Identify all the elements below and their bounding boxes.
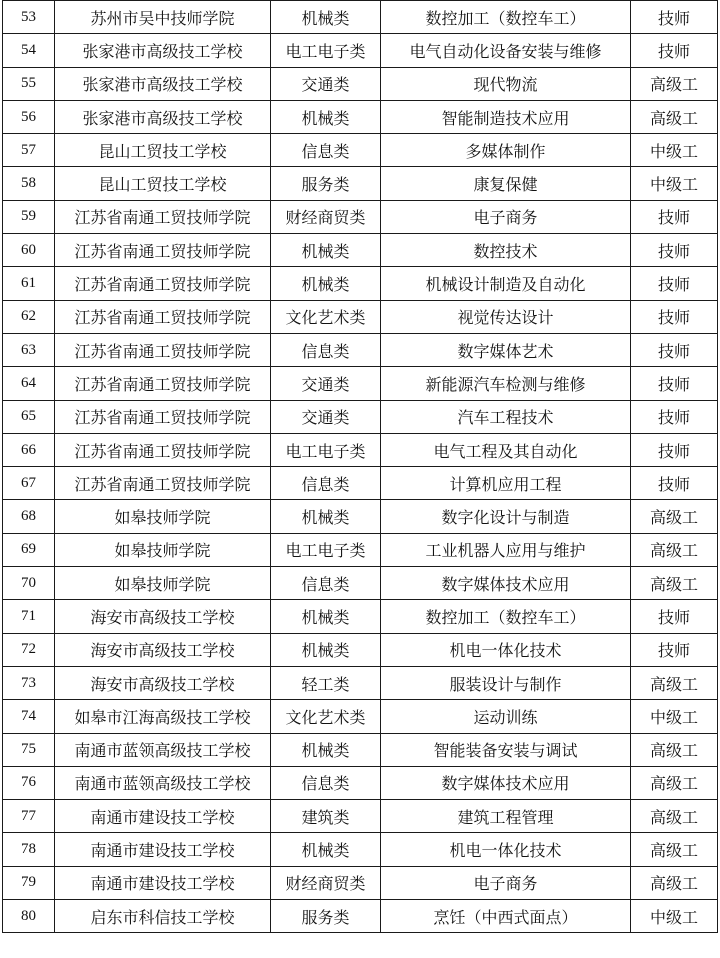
school-name-cell: 南通市蓝领高级技工学校 (55, 733, 271, 766)
category-cell: 机械类 (271, 234, 381, 267)
school-name-cell: 南通市蓝领高级技工学校 (55, 766, 271, 799)
table-row (3, 900, 718, 933)
row-number-cell: 79 (3, 866, 55, 899)
level-cell: 高级工 (631, 733, 718, 766)
school-name-cell: 江苏省南通工贸技师学院 (55, 400, 271, 433)
row-number-cell: 76 (3, 766, 55, 799)
school-name-cell: 启东市科信技工学校 (55, 900, 271, 933)
level-cell: 技师 (631, 300, 718, 333)
table-row (3, 833, 718, 866)
table-row (3, 666, 718, 699)
school-major-table (2, 0, 718, 933)
school-name-cell: 南通市建设技工学校 (55, 833, 271, 866)
level-cell: 技师 (631, 633, 718, 666)
table-row (3, 300, 718, 333)
row-number-cell: 56 (3, 100, 55, 133)
major-cell: 康复保健 (381, 167, 631, 200)
table-row (3, 100, 718, 133)
major-cell: 工业机器人应用与维护 (381, 533, 631, 566)
table-row (3, 533, 718, 566)
level-cell: 技师 (631, 600, 718, 633)
school-name-cell: 江苏省南通工贸技师学院 (55, 300, 271, 333)
row-number-cell: 55 (3, 67, 55, 100)
school-name-cell: 江苏省南通工贸技师学院 (55, 467, 271, 500)
row-number-cell: 63 (3, 333, 55, 366)
row-number-cell: 75 (3, 733, 55, 766)
category-cell: 轻工类 (271, 666, 381, 699)
school-major-table-sheet (2, 0, 717, 933)
category-cell: 信息类 (271, 467, 381, 500)
school-name-cell: 海安市高级技工学校 (55, 666, 271, 699)
level-cell: 中级工 (631, 700, 718, 733)
row-number-cell: 72 (3, 633, 55, 666)
major-cell: 烹饪（中西式面点） (381, 900, 631, 933)
level-cell: 技师 (631, 234, 718, 267)
category-cell: 机械类 (271, 1, 381, 34)
level-cell: 技师 (631, 333, 718, 366)
major-cell: 机电一体化技术 (381, 633, 631, 666)
school-name-cell: 如皋技师学院 (55, 500, 271, 533)
row-number-cell: 66 (3, 433, 55, 466)
major-cell: 服装设计与制作 (381, 666, 631, 699)
category-cell: 机械类 (271, 500, 381, 533)
level-cell: 技师 (631, 200, 718, 233)
level-cell: 高级工 (631, 833, 718, 866)
row-number-cell: 57 (3, 134, 55, 167)
category-cell: 建筑类 (271, 800, 381, 833)
row-number-cell: 64 (3, 367, 55, 400)
category-cell: 文化艺术类 (271, 300, 381, 333)
major-cell: 电子商务 (381, 200, 631, 233)
level-cell: 高级工 (631, 800, 718, 833)
school-name-cell: 南通市建设技工学校 (55, 800, 271, 833)
school-name-cell: 南通市建设技工学校 (55, 866, 271, 899)
level-cell: 中级工 (631, 167, 718, 200)
school-name-cell: 江苏省南通工贸技师学院 (55, 367, 271, 400)
row-number-cell: 60 (3, 234, 55, 267)
table-row (3, 134, 718, 167)
level-cell: 中级工 (631, 134, 718, 167)
category-cell: 电工电子类 (271, 34, 381, 67)
table-row (3, 400, 718, 433)
major-cell: 机械设计制造及自动化 (381, 267, 631, 300)
category-cell: 机械类 (271, 600, 381, 633)
row-number-cell: 74 (3, 700, 55, 733)
table-row (3, 200, 718, 233)
category-cell: 交通类 (271, 367, 381, 400)
major-cell: 数控加工（数控车工） (381, 600, 631, 633)
level-cell: 高级工 (631, 500, 718, 533)
school-name-cell: 张家港市高级技工学校 (55, 34, 271, 67)
table-row (3, 234, 718, 267)
major-cell: 数字化设计与制造 (381, 500, 631, 533)
row-number-cell: 73 (3, 666, 55, 699)
major-cell: 现代物流 (381, 67, 631, 100)
row-number-cell: 54 (3, 34, 55, 67)
category-cell: 信息类 (271, 567, 381, 600)
level-cell: 高级工 (631, 567, 718, 600)
table-row (3, 267, 718, 300)
school-name-cell: 如皋技师学院 (55, 567, 271, 600)
level-cell: 技师 (631, 467, 718, 500)
table-row (3, 34, 718, 67)
school-name-cell: 昆山工贸技工学校 (55, 134, 271, 167)
table-row (3, 567, 718, 600)
table-row (3, 600, 718, 633)
category-cell: 文化艺术类 (271, 700, 381, 733)
school-name-cell: 江苏省南通工贸技师学院 (55, 234, 271, 267)
row-number-cell: 59 (3, 200, 55, 233)
category-cell: 机械类 (271, 733, 381, 766)
school-name-cell: 张家港市高级技工学校 (55, 67, 271, 100)
table-row (3, 500, 718, 533)
category-cell: 机械类 (271, 633, 381, 666)
table-row (3, 433, 718, 466)
level-cell: 中级工 (631, 900, 718, 933)
major-cell: 智能装备安装与调试 (381, 733, 631, 766)
level-cell: 高级工 (631, 533, 718, 566)
row-number-cell: 71 (3, 600, 55, 633)
major-cell: 数控技术 (381, 234, 631, 267)
school-name-cell: 江苏省南通工贸技师学院 (55, 200, 271, 233)
major-cell: 运动训练 (381, 700, 631, 733)
table-row (3, 700, 718, 733)
row-number-cell: 68 (3, 500, 55, 533)
level-cell: 高级工 (631, 766, 718, 799)
row-number-cell: 53 (3, 1, 55, 34)
major-cell: 电气工程及其自动化 (381, 433, 631, 466)
level-cell: 技师 (631, 433, 718, 466)
school-name-cell: 昆山工贸技工学校 (55, 167, 271, 200)
category-cell: 信息类 (271, 766, 381, 799)
table-row (3, 766, 718, 799)
major-cell: 汽车工程技术 (381, 400, 631, 433)
table-row (3, 467, 718, 500)
table-body (3, 1, 718, 933)
category-cell: 机械类 (271, 267, 381, 300)
major-cell: 智能制造技术应用 (381, 100, 631, 133)
table-row (3, 367, 718, 400)
level-cell: 技师 (631, 1, 718, 34)
major-cell: 新能源汽车检测与维修 (381, 367, 631, 400)
category-cell: 财经商贸类 (271, 866, 381, 899)
category-cell: 服务类 (271, 900, 381, 933)
school-name-cell: 如皋市江海高级技工学校 (55, 700, 271, 733)
table-row (3, 167, 718, 200)
major-cell: 数字媒体艺术 (381, 333, 631, 366)
school-name-cell: 苏州市吴中技师学院 (55, 1, 271, 34)
school-name-cell: 江苏省南通工贸技师学院 (55, 333, 271, 366)
school-name-cell: 海安市高级技工学校 (55, 600, 271, 633)
category-cell: 交通类 (271, 400, 381, 433)
table-row (3, 67, 718, 100)
category-cell: 机械类 (271, 833, 381, 866)
major-cell: 数控加工（数控车工） (381, 1, 631, 34)
major-cell: 数字媒体技术应用 (381, 567, 631, 600)
category-cell: 服务类 (271, 167, 381, 200)
category-cell: 财经商贸类 (271, 200, 381, 233)
row-number-cell: 65 (3, 400, 55, 433)
category-cell: 电工电子类 (271, 433, 381, 466)
level-cell: 技师 (631, 400, 718, 433)
table-row (3, 333, 718, 366)
row-number-cell: 70 (3, 567, 55, 600)
school-name-cell: 如皋技师学院 (55, 533, 271, 566)
category-cell: 电工电子类 (271, 533, 381, 566)
major-cell: 建筑工程管理 (381, 800, 631, 833)
major-cell: 电子商务 (381, 866, 631, 899)
row-number-cell: 58 (3, 167, 55, 200)
row-number-cell: 62 (3, 300, 55, 333)
school-name-cell: 海安市高级技工学校 (55, 633, 271, 666)
major-cell: 数字媒体技术应用 (381, 766, 631, 799)
table-row (3, 866, 718, 899)
level-cell: 高级工 (631, 67, 718, 100)
category-cell: 机械类 (271, 100, 381, 133)
major-cell: 视觉传达设计 (381, 300, 631, 333)
major-cell: 机电一体化技术 (381, 833, 631, 866)
major-cell: 计算机应用工程 (381, 467, 631, 500)
major-cell: 电气自动化设备安装与维修 (381, 34, 631, 67)
category-cell: 交通类 (271, 67, 381, 100)
level-cell: 高级工 (631, 866, 718, 899)
major-cell: 多媒体制作 (381, 134, 631, 167)
school-name-cell: 江苏省南通工贸技师学院 (55, 433, 271, 466)
table-row (3, 633, 718, 666)
table-row (3, 1, 718, 34)
table-row (3, 800, 718, 833)
row-number-cell: 77 (3, 800, 55, 833)
row-number-cell: 69 (3, 533, 55, 566)
table-row (3, 733, 718, 766)
school-name-cell: 江苏省南通工贸技师学院 (55, 267, 271, 300)
level-cell: 技师 (631, 267, 718, 300)
category-cell: 信息类 (271, 134, 381, 167)
row-number-cell: 78 (3, 833, 55, 866)
level-cell: 高级工 (631, 666, 718, 699)
category-cell: 信息类 (271, 333, 381, 366)
row-number-cell: 67 (3, 467, 55, 500)
level-cell: 高级工 (631, 100, 718, 133)
level-cell: 技师 (631, 34, 718, 67)
row-number-cell: 80 (3, 900, 55, 933)
level-cell: 技师 (631, 367, 718, 400)
school-name-cell: 张家港市高级技工学校 (55, 100, 271, 133)
row-number-cell: 61 (3, 267, 55, 300)
